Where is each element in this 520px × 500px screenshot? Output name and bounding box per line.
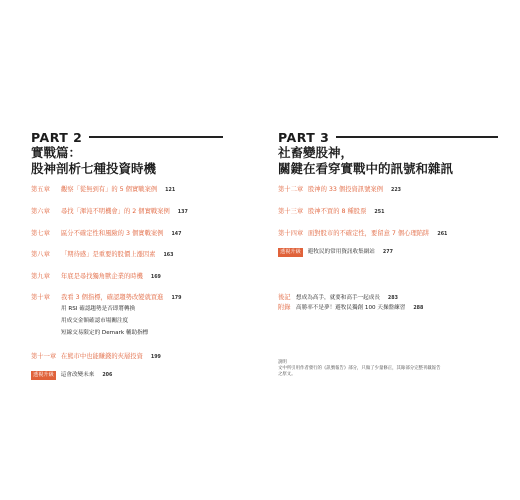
part-rule bbox=[336, 136, 498, 138]
page-number: 121 bbox=[165, 188, 176, 193]
toc-entry[interactable] bbox=[31, 292, 181, 301]
chapter-title: 年底是尋找獨角獸企業的時機 bbox=[61, 273, 143, 280]
part-label: PART 2 bbox=[31, 129, 83, 145]
chapter-number: 第七章 bbox=[31, 230, 50, 237]
page-number: 283 bbox=[387, 296, 398, 301]
part-title-line2: 股神剖析七種投資時機 bbox=[31, 161, 157, 176]
chapter-title: 股神不買的 8 種股票 bbox=[308, 208, 367, 215]
toc-entry[interactable] bbox=[31, 206, 188, 215]
page-number: 169 bbox=[150, 275, 161, 280]
appendix-label: 附錄 bbox=[278, 304, 291, 311]
footnote-line: 之原文。 bbox=[278, 372, 296, 377]
chapter-title: 區分不確定性和風險的 3 個實戰案例 bbox=[61, 230, 164, 237]
page-number: 251 bbox=[374, 210, 385, 215]
column-title: 這會改變未來 bbox=[60, 372, 95, 378]
page-number: 199 bbox=[150, 355, 161, 360]
chapter-number: 第五章 bbox=[31, 186, 50, 193]
chapter-number: 第十三章 bbox=[278, 208, 304, 215]
chapter-number: 第六章 bbox=[31, 208, 50, 215]
toc-entry[interactable] bbox=[278, 206, 384, 215]
epilogue-entry[interactable] bbox=[278, 292, 398, 301]
chapter-number: 第九章 bbox=[31, 273, 50, 280]
chapter-title: 面對股市的不確定性，要留意 7 個心理陷阱 bbox=[308, 230, 430, 237]
page-number: 179 bbox=[171, 296, 182, 301]
page-number: 137 bbox=[177, 210, 188, 215]
column-entry[interactable] bbox=[31, 370, 112, 380]
epilogue-label: 後記 bbox=[278, 294, 291, 301]
chapter-title: 「期待感」是重要的股價上漲因素 bbox=[61, 251, 156, 258]
toc-entry[interactable] bbox=[31, 184, 175, 193]
part-title-line1: 實戰篇： bbox=[31, 145, 82, 160]
appendix-entry[interactable] bbox=[278, 302, 423, 311]
toc-entry[interactable] bbox=[31, 228, 181, 237]
column-badge: 透視升級 bbox=[280, 249, 301, 255]
toc-left-page bbox=[31, 129, 223, 378]
appendix-title: 高勝率不是夢！避牧民獨創 100 天操盤練習 bbox=[296, 305, 406, 311]
part-header bbox=[31, 130, 223, 144]
part-title-line2: 關鍵在看穿實戰中的訊號和雜訊 bbox=[278, 161, 454, 176]
chapter-number: 第八章 bbox=[31, 251, 50, 258]
toc-entry[interactable] bbox=[278, 184, 401, 193]
chapter-number: 第十二章 bbox=[278, 186, 304, 193]
page-number: 277 bbox=[382, 250, 393, 255]
page-number: 206 bbox=[102, 373, 113, 378]
part-title-line1: 社畜變股神， bbox=[278, 145, 354, 160]
column-badge: 透視升級 bbox=[33, 372, 54, 378]
page-number: 261 bbox=[437, 232, 448, 237]
page-number: 223 bbox=[391, 188, 402, 193]
chapter-number: 第十四章 bbox=[278, 230, 304, 237]
footnote-title: 說明 bbox=[278, 360, 287, 365]
toc-subitem[interactable]: 短線交易限定的 Demark 輔助指標 bbox=[61, 330, 149, 336]
chapter-title: 在熊市中也能賺錢的夾層投資 bbox=[61, 353, 143, 360]
epilogue-title: 想成為高手，就要和高手一起成長 bbox=[296, 295, 380, 301]
toc-entry[interactable] bbox=[278, 228, 447, 237]
footnote-line: 文中所引用作者發行的《訊號報告》部分，只做了少量修正，其餘部分完整刊載報告 bbox=[278, 366, 441, 371]
chapter-title: 尋找「渾沌不明機會」的 2 個實戰案例 bbox=[61, 208, 170, 215]
toc-entry[interactable] bbox=[31, 249, 173, 258]
page-number: 288 bbox=[413, 306, 424, 311]
chapter-title: 觀察「從無到有」的 5 個實戰案例 bbox=[61, 186, 158, 193]
toc-subitem[interactable]: 用成交金額確認市場關注度 bbox=[61, 318, 129, 324]
toc-entry[interactable] bbox=[31, 271, 161, 280]
part-label: PART 3 bbox=[278, 129, 330, 145]
chapter-number: 第十一章 bbox=[31, 353, 57, 360]
toc-subitem[interactable]: 用 RSI 確認趨勢是否即將轉換 bbox=[61, 306, 136, 312]
page-number: 147 bbox=[171, 232, 182, 237]
toc-entry[interactable] bbox=[31, 351, 161, 360]
chapter-title: 我看 3 個指標，確認趨勢改變就買進 bbox=[61, 294, 164, 301]
chapter-title: 股神的 33 個投資訊號案例 bbox=[308, 186, 383, 193]
part-rule bbox=[89, 136, 223, 138]
toc-right-page bbox=[278, 129, 498, 377]
footnote bbox=[278, 360, 440, 378]
page-number: 163 bbox=[163, 253, 174, 258]
column-entry[interactable] bbox=[278, 247, 393, 257]
chapter-number: 第十章 bbox=[31, 294, 50, 301]
column-title: 避牧民的常用資訊收集網站 bbox=[307, 249, 375, 255]
part-header bbox=[278, 130, 498, 144]
